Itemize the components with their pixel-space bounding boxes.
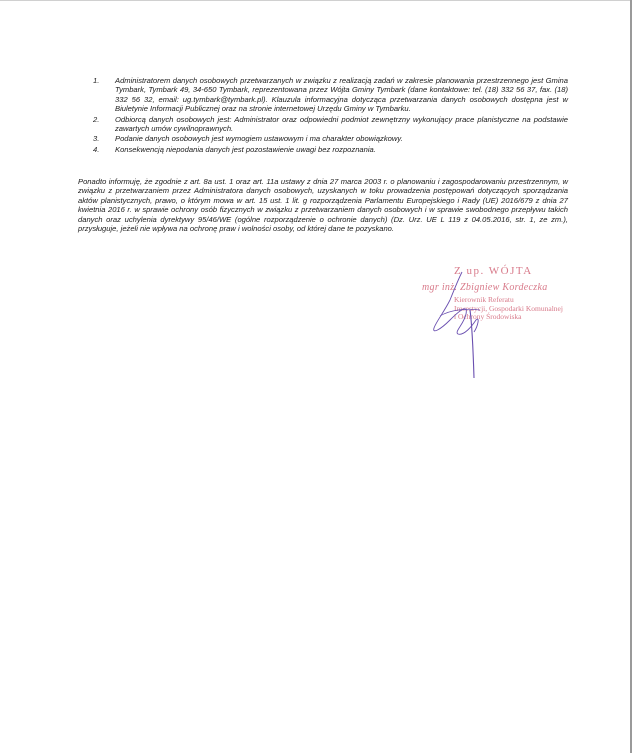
list-item-number: 4. bbox=[93, 144, 100, 154]
list-item bbox=[93, 145, 568, 154]
list-item-text: Podanie danych osobowych jest wymogiem ustawowym i ma charakter obowiązkowy. bbox=[115, 134, 403, 144]
stamp-title: Z up. WÓJTA bbox=[454, 265, 533, 277]
stamp-role-line: Inwestycji, Gospodarki Komunalnej bbox=[454, 303, 563, 313]
list-item-number: 2. bbox=[93, 114, 100, 124]
list-item-number: 3. bbox=[93, 134, 100, 144]
stamp-role-line: i Ochrony Środowiska bbox=[454, 312, 522, 321]
list-item-text: Administratorem danych osobowych przetwarzanych w związku z realizacją zadań w zakresie planowania przestrzennego jest Gmina Tymbark, Tymbark 49, 34-650 Tymbark, reprezentowana przez Wójta Gminy Tymbark (dane kontaktowe: tel. (18) 332 56 37, fax. (18) 332 56 32, email: ug.tymbark@tymbark.pl). Klauzula informacyjna dotycząca przetwarzania danych osobowych dostępna jest w Biuletynie Informacji Publicznej oraz na stronie internetowej Urzędu Gminy w Tymbarku. bbox=[115, 76, 568, 114]
stamp-name: mgr inż. Zbigniew Kordeczka bbox=[422, 282, 548, 293]
stamp-role-line: Kierownik Referatu bbox=[454, 295, 514, 304]
list-item bbox=[93, 115, 568, 134]
list-item-text: Konsekwencją niepodania danych jest pozostawienie uwagi bez rozpoznania. bbox=[115, 144, 376, 154]
handwritten-signature bbox=[410, 270, 520, 380]
numbered-list bbox=[93, 76, 568, 155]
page-top-edge bbox=[0, 0, 632, 1]
list-item-text: Odbiorcą danych osobowych jest: Administrator oraz odpowiedni podmiot zewnętrzny wykonujący prace planistyczne na podstawie zawartych umów cywilnoprawnych. bbox=[115, 114, 568, 134]
list-item-number: 1. bbox=[93, 76, 100, 85]
list-item bbox=[93, 134, 568, 143]
list-item bbox=[93, 76, 568, 114]
information-paragraph: Ponadto informuję, że zgodnie z art. 8a ust. 1 oraz art. 11a ustawy z dnia 27 marca 2003 r. o planowaniu i zagospodarowaniu przestrzennym, w związku z przetwarzaniem przez Administratora danych osobowych, uzyskanych w toku prowadzenia postępowań dotyczących sporządzania aktów planistycznych, prawo, o którym mowa w art. 15 ust. 1 lit. g rozporządzenia Parlamentu Europejskiego i Rady (UE) 2016/679 z dnia 27 kwietnia 2016 r. w sprawie ochrony osób fizycznych w związku z przetwarzaniem danych osobowych i w sprawie swobodnego przepływu takich danych oraz uchylenia dyrektywy 95/46/WE (ogólne rozporządzenie o ochronie danych) (Dz. Urz. UE L 119 z 04.05.2016, str. 1, ze zm.), przysługuje, jeżeli nie wpływa na ochronę praw i wolności osoby, od której dane te pozyskano. bbox=[78, 177, 568, 234]
